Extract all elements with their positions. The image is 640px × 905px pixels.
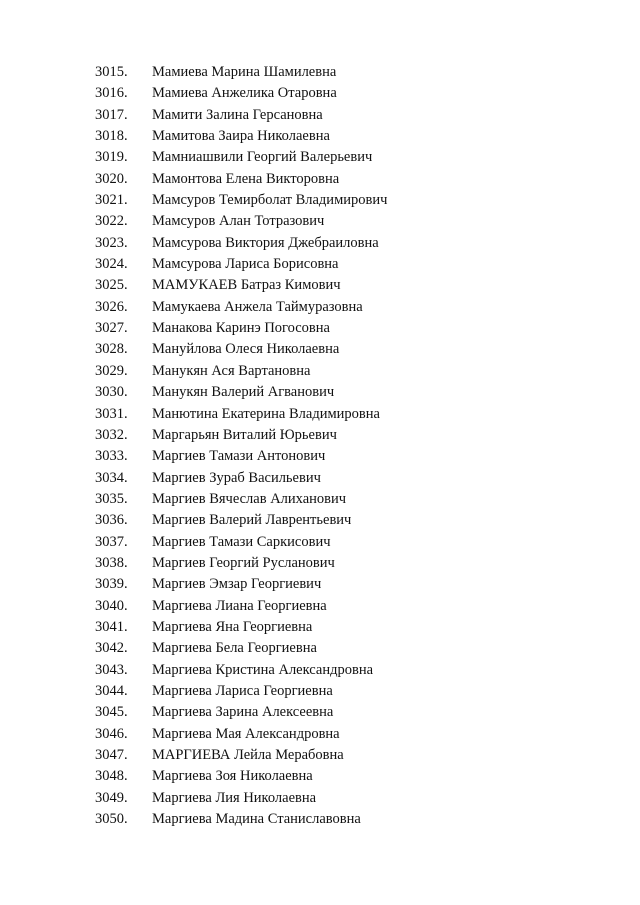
entry-name: Маргиева Кристина Александровна bbox=[152, 661, 374, 678]
list-item bbox=[0, 233, 640, 254]
entry-name: Маргиев Тамази Саркисович bbox=[152, 533, 331, 550]
entry-number: 3015. bbox=[95, 64, 128, 80]
list-item bbox=[0, 638, 640, 659]
list-item bbox=[0, 660, 640, 681]
entry-number: 3048. bbox=[95, 768, 128, 785]
entry-number: 3030. bbox=[95, 384, 128, 401]
entry-name: Мамсуров Алан Тотразович bbox=[152, 213, 325, 230]
entry-number: 3037. bbox=[95, 533, 128, 550]
entry-number: 3033. bbox=[95, 448, 128, 465]
entry-name: Мамсурова Виктория Джебраиловна bbox=[152, 234, 379, 251]
entry-name: Мамниашвили Георгий Валерьевич bbox=[152, 149, 373, 166]
entry-number: 3026. bbox=[95, 298, 128, 315]
entry-number: 3029. bbox=[95, 362, 128, 379]
list-item bbox=[0, 105, 640, 126]
list-item bbox=[0, 211, 640, 232]
entry-name: Мамонтова Елена Викторовна bbox=[152, 170, 340, 187]
list-item bbox=[0, 489, 640, 510]
entry-number: 3016. bbox=[95, 85, 128, 102]
entry-number: 3021. bbox=[95, 192, 128, 209]
entry-number: 3018. bbox=[95, 128, 128, 145]
entry-number: 3041. bbox=[95, 618, 128, 635]
entry-number: 3043. bbox=[95, 661, 128, 678]
list-item bbox=[0, 404, 640, 425]
entry-number: 3034. bbox=[95, 469, 128, 486]
entry-number: 3028. bbox=[95, 341, 128, 358]
entry-name: Маргиев Валерий Лаврентьевич bbox=[152, 512, 352, 529]
entry-number: 3022. bbox=[95, 213, 128, 230]
entry-name: Маргиев Тамази Антонович bbox=[152, 448, 326, 465]
name-list bbox=[0, 62, 640, 830]
entry-number: 3036. bbox=[95, 512, 128, 529]
entry-name: Манукян Ася Вартановна bbox=[152, 362, 311, 379]
entry-number: 3035. bbox=[95, 490, 128, 507]
entry-name: Маргиев Эмзар Георгиевич bbox=[152, 576, 322, 593]
list-item bbox=[0, 553, 640, 574]
entry-number: 3039. bbox=[95, 576, 128, 593]
entry-name: Маргарьян Виталий Юрьевич bbox=[152, 426, 337, 443]
list-item bbox=[0, 446, 640, 467]
entry-name: Маргиев Георгий Русланович bbox=[152, 554, 335, 571]
entry-number: 3040. bbox=[95, 597, 128, 614]
entry-number: 3031. bbox=[95, 405, 128, 422]
entry-name: Маргиева Зарина Алексеевна bbox=[152, 704, 334, 721]
entry-name: Мамити Залина Герсановна bbox=[152, 106, 323, 123]
list-item bbox=[0, 574, 640, 595]
list-item bbox=[0, 147, 640, 168]
entry-name: Мамсурова Лариса Борисовна bbox=[152, 256, 339, 273]
entry-name: Маргиева Яна Георгиевна bbox=[152, 618, 313, 635]
entry-number: 3020. bbox=[95, 170, 128, 187]
list-item bbox=[0, 62, 640, 83]
list-item bbox=[0, 254, 640, 275]
entry-name: МАРГИЕВА Лейла Мерабовна bbox=[152, 747, 344, 763]
entry-number: 3024. bbox=[95, 256, 128, 273]
entry-number: 3049. bbox=[95, 789, 128, 806]
list-item bbox=[0, 297, 640, 318]
entry-name: Мамитова Заира Николаевна bbox=[152, 128, 330, 145]
entry-name: Маргиева Зоя Николаевна bbox=[152, 768, 313, 785]
entry-name: Маргиева Лариса Георгиевна bbox=[152, 682, 333, 699]
entry-name: Мамсуров Темирболат Владимирович bbox=[152, 192, 388, 209]
entry-name: Маргиева Бела Георгиевна bbox=[152, 640, 317, 657]
entry-name: Маргиев Вячеслав Алиханович bbox=[152, 490, 347, 507]
list-item bbox=[0, 318, 640, 339]
list-item bbox=[0, 83, 640, 104]
list-item bbox=[0, 596, 640, 617]
entry-name: Маргиева Мадина Станиславовна bbox=[152, 811, 361, 828]
entry-name: Манакова Каринэ Погосовна bbox=[152, 320, 330, 337]
list-item bbox=[0, 617, 640, 638]
list-item bbox=[0, 126, 640, 147]
list-item bbox=[0, 724, 640, 745]
list-item bbox=[0, 510, 640, 531]
entry-number: 3032. bbox=[95, 426, 128, 443]
entry-name: Маргиев Зураб Васильевич bbox=[152, 469, 321, 486]
list-item bbox=[0, 190, 640, 211]
list-item bbox=[0, 681, 640, 702]
entry-number: 3046. bbox=[95, 725, 128, 742]
list-item bbox=[0, 468, 640, 489]
entry-name: Манукян Валерий Агванович bbox=[152, 384, 335, 401]
entry-number: 3047. bbox=[95, 747, 128, 763]
list-item bbox=[0, 425, 640, 446]
list-item bbox=[0, 788, 640, 809]
entry-name: Маргиева Лиана Георгиевна bbox=[152, 597, 327, 614]
list-item bbox=[0, 745, 640, 766]
list-item bbox=[0, 766, 640, 787]
list-item bbox=[0, 809, 640, 830]
list-item bbox=[0, 339, 640, 360]
entry-number: 3017. bbox=[95, 106, 128, 123]
entry-number: 3027. bbox=[95, 320, 128, 337]
entry-name: Мамиева Анжелика Отаровна bbox=[152, 85, 337, 102]
entry-name: Мамиева Марина Шамилевна bbox=[152, 64, 337, 80]
list-item bbox=[0, 702, 640, 723]
entry-name: Маргиева Мая Александровна bbox=[152, 725, 340, 742]
entry-number: 3023. bbox=[95, 234, 128, 251]
entry-name: МАМУКАЕВ Батраз Кимович bbox=[152, 277, 341, 294]
entry-number: 3042. bbox=[95, 640, 128, 657]
list-item bbox=[0, 382, 640, 403]
entry-name: Мамукаева Анжела Таймуразовна bbox=[152, 298, 363, 315]
entry-number: 3025. bbox=[95, 277, 128, 294]
list-item bbox=[0, 169, 640, 190]
list-item bbox=[0, 361, 640, 382]
entry-number: 3045. bbox=[95, 704, 128, 721]
entry-name: Манютина Екатерина Владимировна bbox=[152, 405, 380, 422]
entry-name: Мануйлова Олеся Николаевна bbox=[152, 341, 340, 358]
entry-number: 3019. bbox=[95, 149, 128, 166]
entry-number: 3050. bbox=[95, 811, 128, 828]
entry-name: Маргиева Лия Николаевна bbox=[152, 789, 317, 806]
entry-number: 3044. bbox=[95, 682, 128, 699]
entry-number: 3038. bbox=[95, 554, 128, 571]
list-item bbox=[0, 532, 640, 553]
list-item bbox=[0, 275, 640, 296]
